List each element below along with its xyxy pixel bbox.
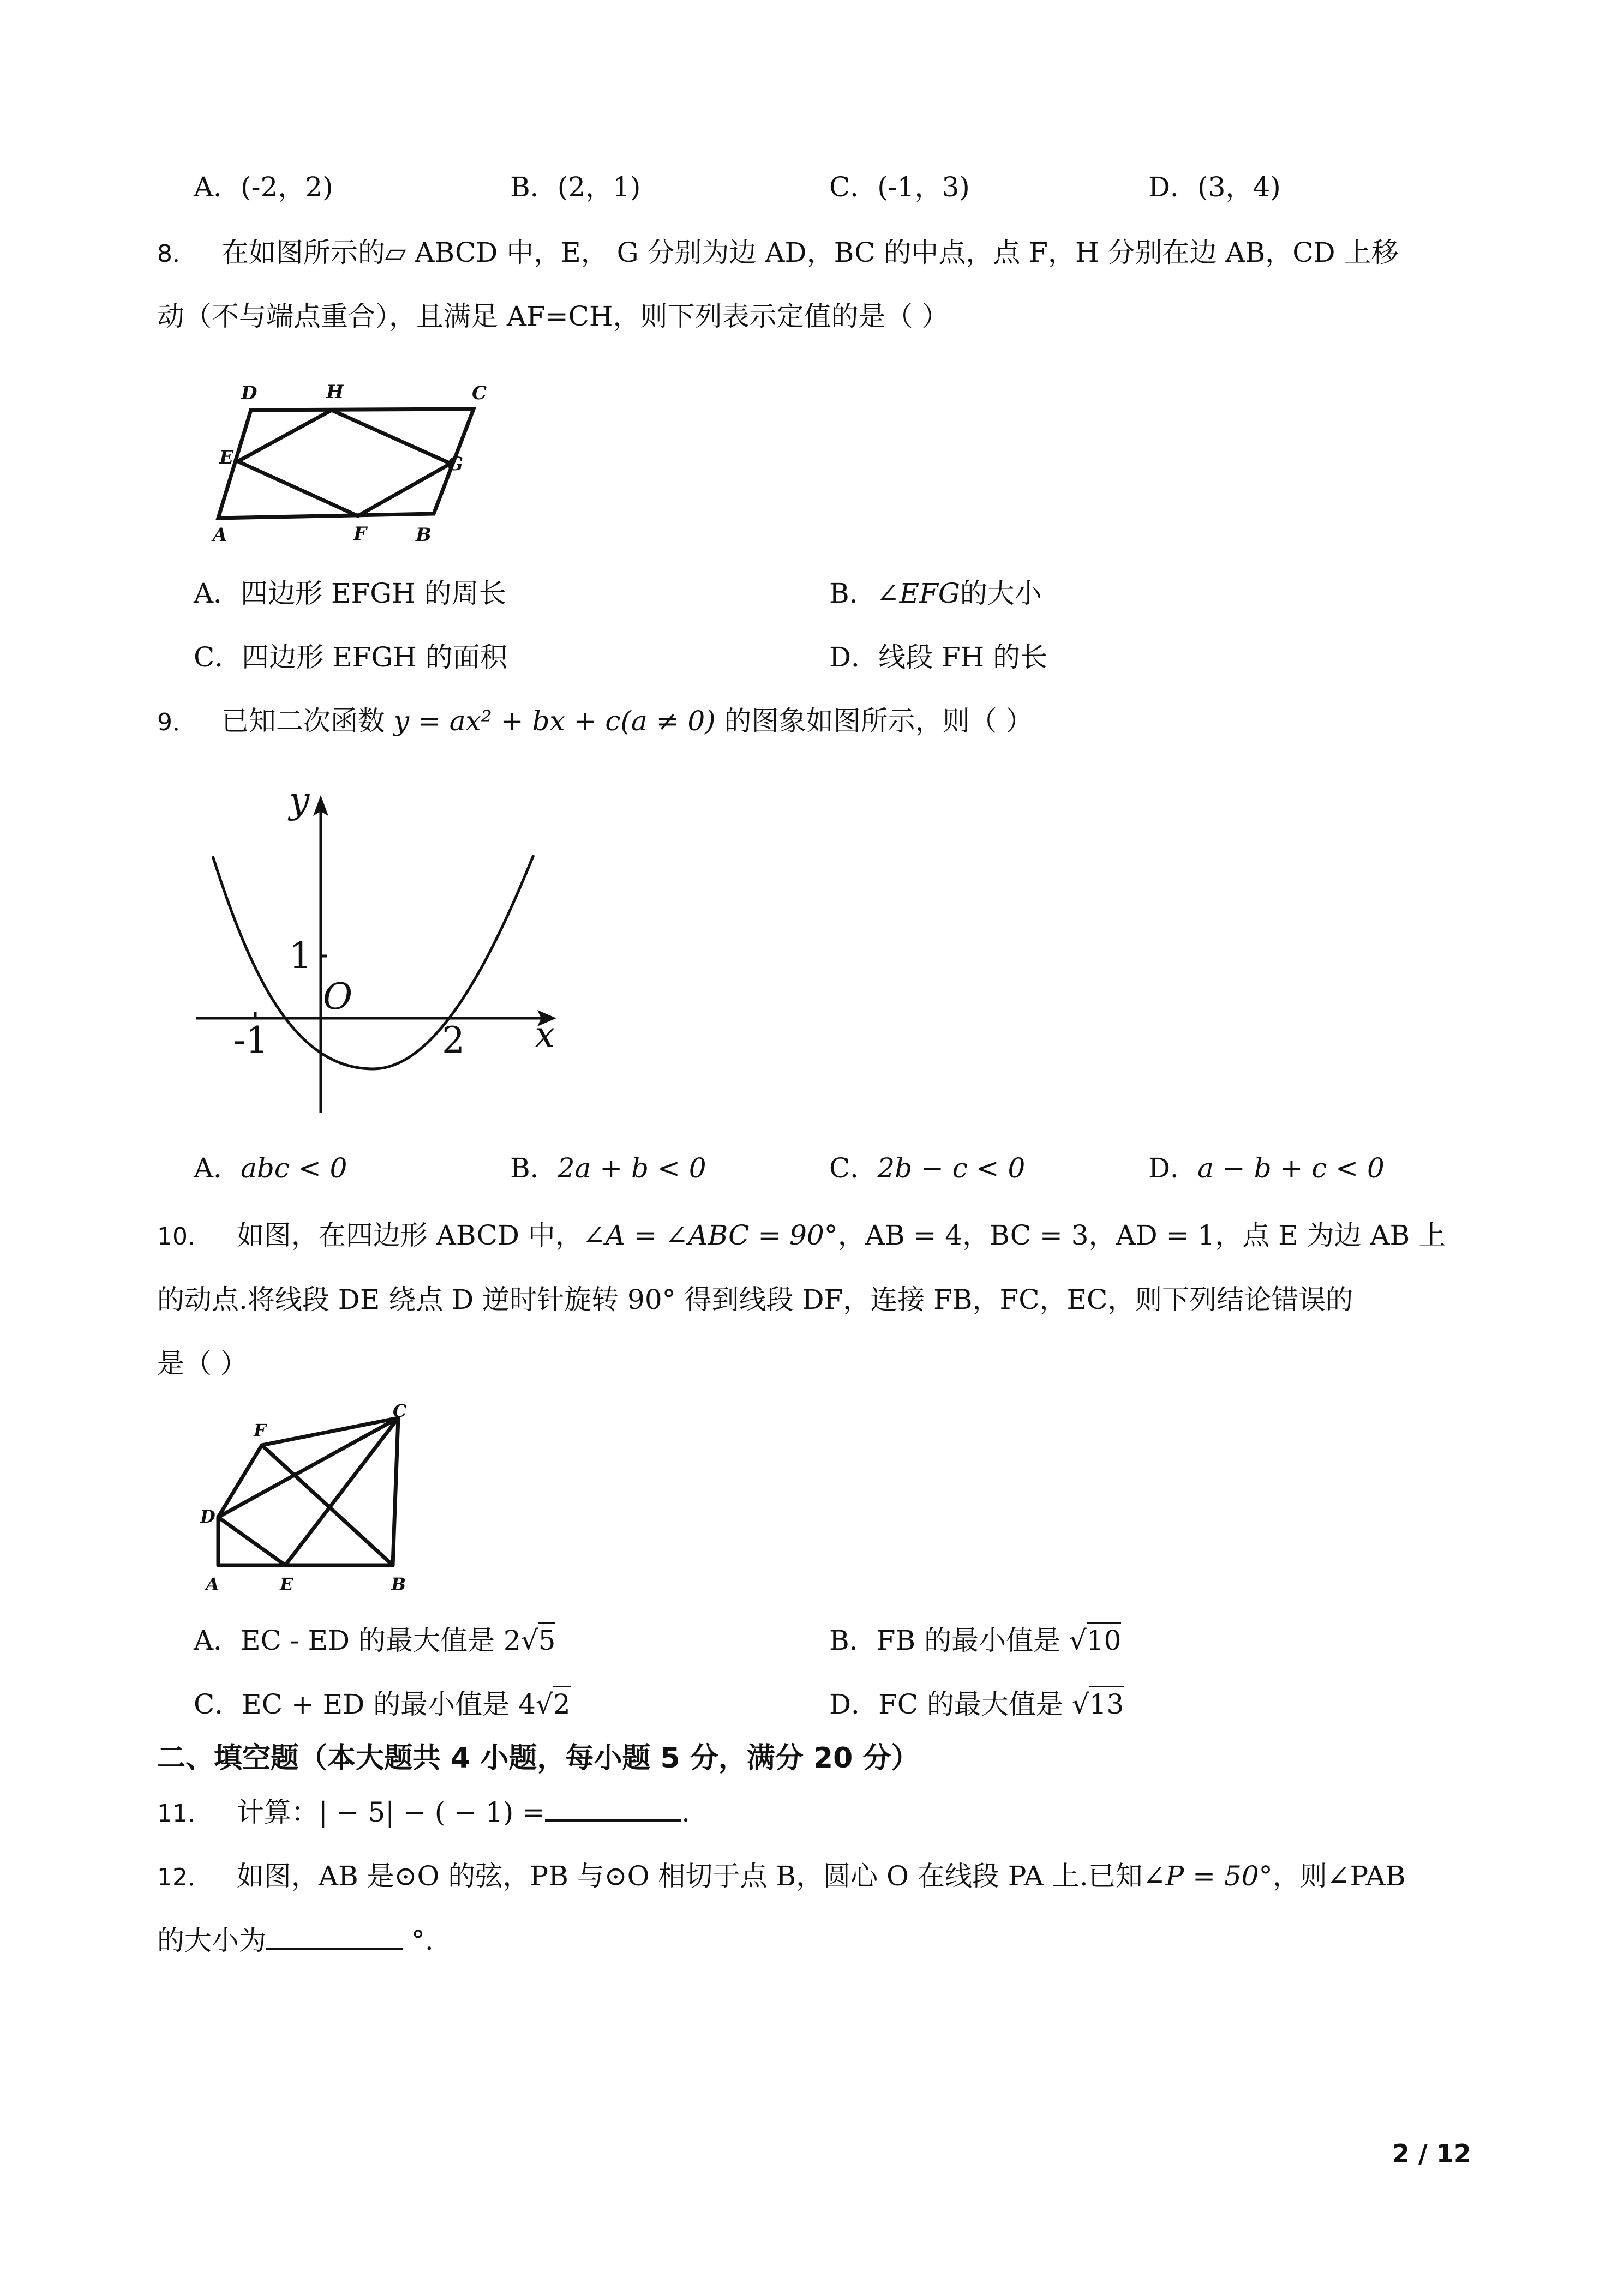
- q10-line1: [157, 1219, 1446, 1251]
- q9-option-d: [1148, 1152, 1385, 1184]
- q9-formula: y = ax² + bx + c(a ≠ 0): [393, 705, 716, 737]
- sqrt-icon: √: [520, 1625, 538, 1656]
- q8-label-g: G: [447, 453, 464, 475]
- q10-line1-prefix: 如图，在四边形 ABCD 中，: [236, 1219, 583, 1251]
- q9-option-d-letter: D．: [1148, 1152, 1198, 1184]
- q7-option-a: A．(-2，2): [194, 171, 333, 203]
- q8-option-b-suffix: 的大小: [960, 578, 1042, 609]
- q7-option-c: C．(-1，3): [829, 171, 970, 203]
- q8-option-b-letter: B．: [829, 578, 877, 609]
- q10-label-d: D: [200, 1506, 215, 1527]
- q10-option-c-radicand: 2: [553, 1686, 571, 1720]
- q9-parabola-graph: [185, 780, 578, 1118]
- q10-option-d: [829, 1688, 1124, 1720]
- q9-option-c-letter: C．: [829, 1152, 878, 1184]
- q10-line2: 的动点.将线段 DE 绕点 D 逆时针旋转 90° 得到线段 DF，连接 FB，FC，EC，则下列结论错误的: [157, 1284, 1353, 1315]
- q12-line1-math: ∠P = 50°: [1142, 1860, 1273, 1892]
- q8-line1: [157, 239, 1398, 266]
- q10-option-a: [194, 1627, 555, 1654]
- q9-option-b: [510, 1152, 706, 1184]
- q8-option-d: D．线段 FH 的长: [829, 641, 1048, 673]
- q8-option-b-math: ∠EFG: [876, 578, 960, 609]
- q12-number: 12．: [157, 1864, 212, 1891]
- section-heading: 二、填空题（本大题共 4 小题，每小题 5 分，满分 20 分）: [157, 1742, 920, 1775]
- q8-parallelogram-figure: [207, 371, 513, 545]
- q10-option-d-radicand: 13: [1089, 1686, 1124, 1720]
- q10-label-a: A: [206, 1574, 219, 1595]
- q8-option-b: [829, 580, 1042, 607]
- q12-line1-prefix: 如图，AB 是⊙O 的弦，PB 与⊙O 相切于点 B，圆心 O 在线段 PA 上.已知: [236, 1860, 1143, 1892]
- q9-option-a: [194, 1152, 347, 1184]
- q9-number: 9．: [157, 708, 196, 736]
- q10-label-b: B: [391, 1574, 406, 1595]
- q10-quadrilateral-figure: [188, 1402, 417, 1598]
- q8-number: 8．: [157, 240, 196, 268]
- q12-line1-suffix: ，则∠PAB: [1272, 1860, 1406, 1892]
- q8-label-f: F: [353, 523, 367, 545]
- q9-label-one: 1: [289, 935, 312, 977]
- q10-option-b: [829, 1627, 1121, 1654]
- q9-text-prefix: 已知二次函数: [221, 705, 394, 737]
- sqrt-icon: √: [535, 1688, 553, 1720]
- q9-option-b-math: 2a + b < 0: [557, 1152, 706, 1184]
- q11-line: [157, 1796, 690, 1828]
- q9-label-neg-one: -1: [233, 1019, 269, 1061]
- q12-line2-suffix: °.: [403, 1925, 434, 1956]
- q12-line2: [157, 1927, 434, 1954]
- q10-option-c-coef: 4: [518, 1688, 536, 1720]
- q10-option-b-radicand: 10: [1087, 1622, 1122, 1656]
- q8-label-c: C: [472, 382, 487, 404]
- sqrt-icon: √: [1071, 1688, 1089, 1720]
- q9-option-d-math: a − b + c < 0: [1197, 1152, 1385, 1184]
- q9-option-a-letter: A．: [194, 1152, 241, 1184]
- q8-option-a: A．四边形 EFGH 的周长: [194, 578, 506, 609]
- q11-number: 11．: [157, 1800, 212, 1828]
- q8-line2: 动（不与端点重合），且满足 AF=CH，则下列表示定值的是（ ）: [157, 300, 949, 332]
- q9-option-a-math: abc < 0: [241, 1152, 347, 1184]
- q7-option-d: D．(3，4): [1148, 171, 1281, 203]
- q8-label-a: A: [213, 524, 227, 545]
- q8-option-c: C．四边形 EFGH 的面积: [194, 641, 507, 673]
- q11-answer-blank[interactable]: [545, 1816, 681, 1822]
- q10-option-a-coef: 2: [503, 1625, 521, 1656]
- q7-option-b: B．(2，1): [510, 171, 641, 203]
- q10-label-c: C: [393, 1402, 407, 1421]
- q10-option-c-text: C．EC + ED 的最小值是: [194, 1688, 519, 1720]
- q10-option-c: [194, 1688, 571, 1720]
- q10-option-b-text: B．FB 的最小值是: [829, 1625, 1069, 1656]
- q8-label-b: B: [416, 524, 432, 545]
- q11-text: 计算：| − 5| − ( − 1) =: [236, 1796, 546, 1828]
- q10-line1-math: ∠A = ∠ABC = 90°: [582, 1219, 838, 1251]
- q10-option-a-text: A．EC - ED 的最大值是: [194, 1625, 504, 1656]
- q12-line1: [157, 1862, 1405, 1890]
- q9-label-origin: O: [323, 976, 353, 1018]
- q10-option-d-text: D．FC 的最大值是: [829, 1688, 1072, 1720]
- page-number: 2 / 12: [1392, 2139, 1471, 2168]
- q12-answer-blank[interactable]: [266, 1944, 403, 1950]
- q10-line1-suffix: ，AB = 4，BC = 3，AD = 1，点 E 为边 AB 上: [837, 1219, 1446, 1251]
- q9-option-c-math: 2b − c < 0: [877, 1152, 1026, 1184]
- q10-label-f: F: [254, 1420, 266, 1441]
- q9-option-c: [829, 1152, 1026, 1184]
- q11-end: .: [681, 1796, 690, 1828]
- q9-line: [157, 707, 1033, 735]
- q10-number: 10．: [157, 1223, 212, 1251]
- q9-option-b-letter: B．: [510, 1152, 558, 1184]
- q8-text-line1: 在如图所示的▱ ABCD 中，E， G 分别为边 AD，BC 的中点，点 F，H 分别在边 AB，CD 上移: [221, 237, 1399, 268]
- q10-line3: 是（ ）: [157, 1348, 248, 1379]
- sqrt-icon: √: [1069, 1625, 1087, 1656]
- q9-text-suffix: 的图象如图所示，则（ ）: [715, 705, 1033, 737]
- q8-label-e: E: [219, 447, 233, 468]
- q10-option-a-radicand: 5: [538, 1622, 556, 1656]
- q12-line2-prefix: 的大小为: [157, 1925, 266, 1956]
- q9-label-x: x: [535, 1014, 555, 1056]
- q8-label-d: D: [241, 382, 257, 404]
- q9-label-two: 2: [442, 1019, 465, 1061]
- q8-label-h: H: [326, 381, 344, 403]
- q9-label-y: y: [289, 780, 310, 821]
- q10-label-e: E: [280, 1574, 293, 1595]
